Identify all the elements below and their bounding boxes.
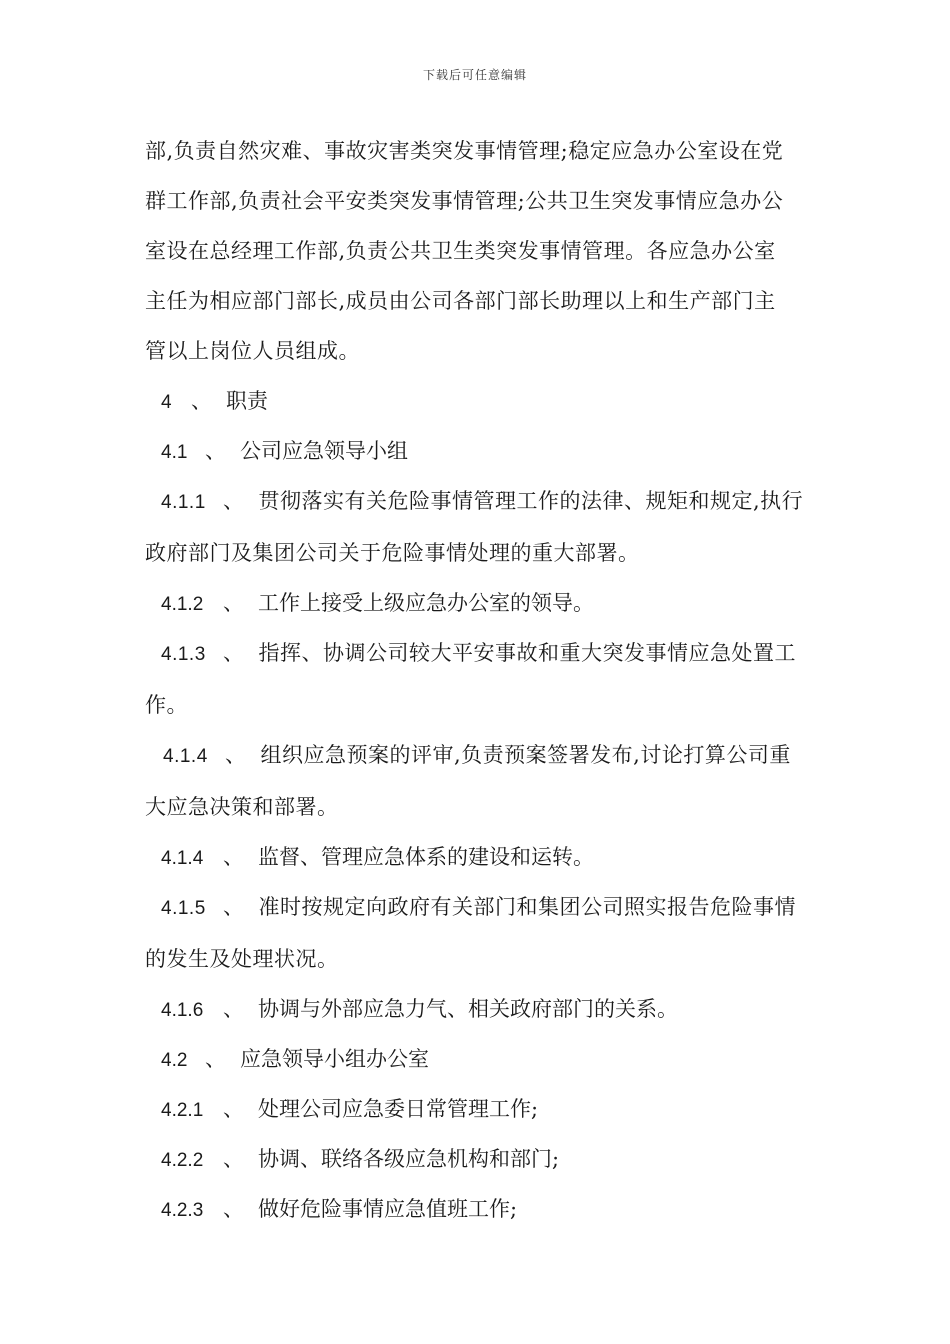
item-number: 4.1.5 xyxy=(161,898,206,919)
subsection-heading xyxy=(145,1034,810,1084)
list-item xyxy=(145,730,810,832)
section-number: 4 xyxy=(161,392,172,413)
text-line: 室设在总经理工作部,负责公共卫生类突发事情管理。各应急办公室 xyxy=(145,239,776,263)
separator: 、 xyxy=(223,895,245,919)
separator: 、 xyxy=(223,1097,244,1121)
item-text: 做好危险事情应急值班工作; xyxy=(258,1197,518,1221)
separator: 、 xyxy=(205,1047,226,1071)
item-text-continued: 大应急决策和部署。 xyxy=(145,795,339,819)
item-number: 4.2.2 xyxy=(161,1150,204,1171)
text-line: 群工作部,负责社会平安类突发事情管理;公共卫生突发事情应急办公 xyxy=(145,189,784,213)
separator: 、 xyxy=(223,997,244,1021)
item-text: 监督、管理应急体系的建设和运转。 xyxy=(258,845,594,869)
list-item xyxy=(145,984,810,1034)
item-text: 指挥、协调公司较大平安事故和重大突发事情应急处置工 xyxy=(258,641,796,665)
separator: 、 xyxy=(223,591,244,615)
separator: 、 xyxy=(223,1197,244,1221)
text-line: 部,负责自然灾难、事故灾害类突发事情管理;稳定应急办公室设在党 xyxy=(145,139,784,163)
list-item xyxy=(145,1084,810,1134)
list-item xyxy=(145,628,810,730)
item-text: 准时按规定向政府有关部门和集团公司照实报告危险事情 xyxy=(258,895,796,919)
item-text: 处理公司应急委日常管理工作; xyxy=(258,1097,539,1121)
list-item xyxy=(145,578,810,628)
separator: 、 xyxy=(223,845,244,869)
item-text-continued: 政府部门及集团公司关于危险事情处理的重大部署。 xyxy=(145,541,640,565)
item-number: 4.1.2 xyxy=(161,594,204,615)
separator: 、 xyxy=(191,389,212,413)
page-header: 下载后可任意编辑 xyxy=(422,68,527,82)
text-line: 主任为相应部门部长,成员由公司各部门部长助理以上和生产部门主 xyxy=(145,289,776,313)
list-item xyxy=(145,882,810,984)
list-item xyxy=(145,832,810,882)
item-number: 4.1.4 xyxy=(161,848,204,869)
item-number: 4.1.6 xyxy=(161,1000,204,1021)
item-text-continued: 作。 xyxy=(145,693,188,717)
section-number: 4.2 xyxy=(161,1050,188,1071)
item-text: 协调、联络各级应急机构和部门; xyxy=(258,1147,560,1171)
separator: 、 xyxy=(223,641,245,665)
intro-paragraph xyxy=(145,126,810,376)
item-number: 4.2.1 xyxy=(161,1100,204,1121)
item-number: 4.1.4 xyxy=(163,746,208,767)
item-text-continued: 的发生及处理状况。 xyxy=(145,947,339,971)
text-line: 管以上岗位人员组成。 xyxy=(145,339,360,363)
item-text: 工作上接受上级应急办公室的领导。 xyxy=(258,591,594,615)
section-title: 公司应急领导小组 xyxy=(240,439,408,463)
item-number: 4.1.1 xyxy=(161,492,206,513)
list-item xyxy=(145,1184,810,1234)
section-title: 职责 xyxy=(226,389,268,413)
separator: 、 xyxy=(223,1147,244,1171)
list-item xyxy=(145,476,810,578)
separator: 、 xyxy=(205,439,226,463)
section-number: 4.1 xyxy=(161,442,188,463)
item-text: 组织应急预案的评审,负责预案签署发布,讨论打算公司重 xyxy=(260,743,791,767)
item-number: 4.2.3 xyxy=(161,1200,204,1221)
item-number: 4.1.3 xyxy=(161,644,206,665)
separator: 、 xyxy=(225,743,247,767)
separator: 、 xyxy=(223,489,245,513)
item-text: 协调与外部应急力气、相关政府部门的关系。 xyxy=(258,997,678,1021)
subsection-heading xyxy=(145,426,810,476)
document-body xyxy=(145,126,810,1234)
item-text: 贯彻落实有关危险事情管理工作的法律、规矩和规定,执行 xyxy=(258,489,804,513)
list-item xyxy=(145,1134,810,1184)
section-heading xyxy=(145,376,810,426)
section-title: 应急领导小组办公室 xyxy=(240,1047,429,1071)
